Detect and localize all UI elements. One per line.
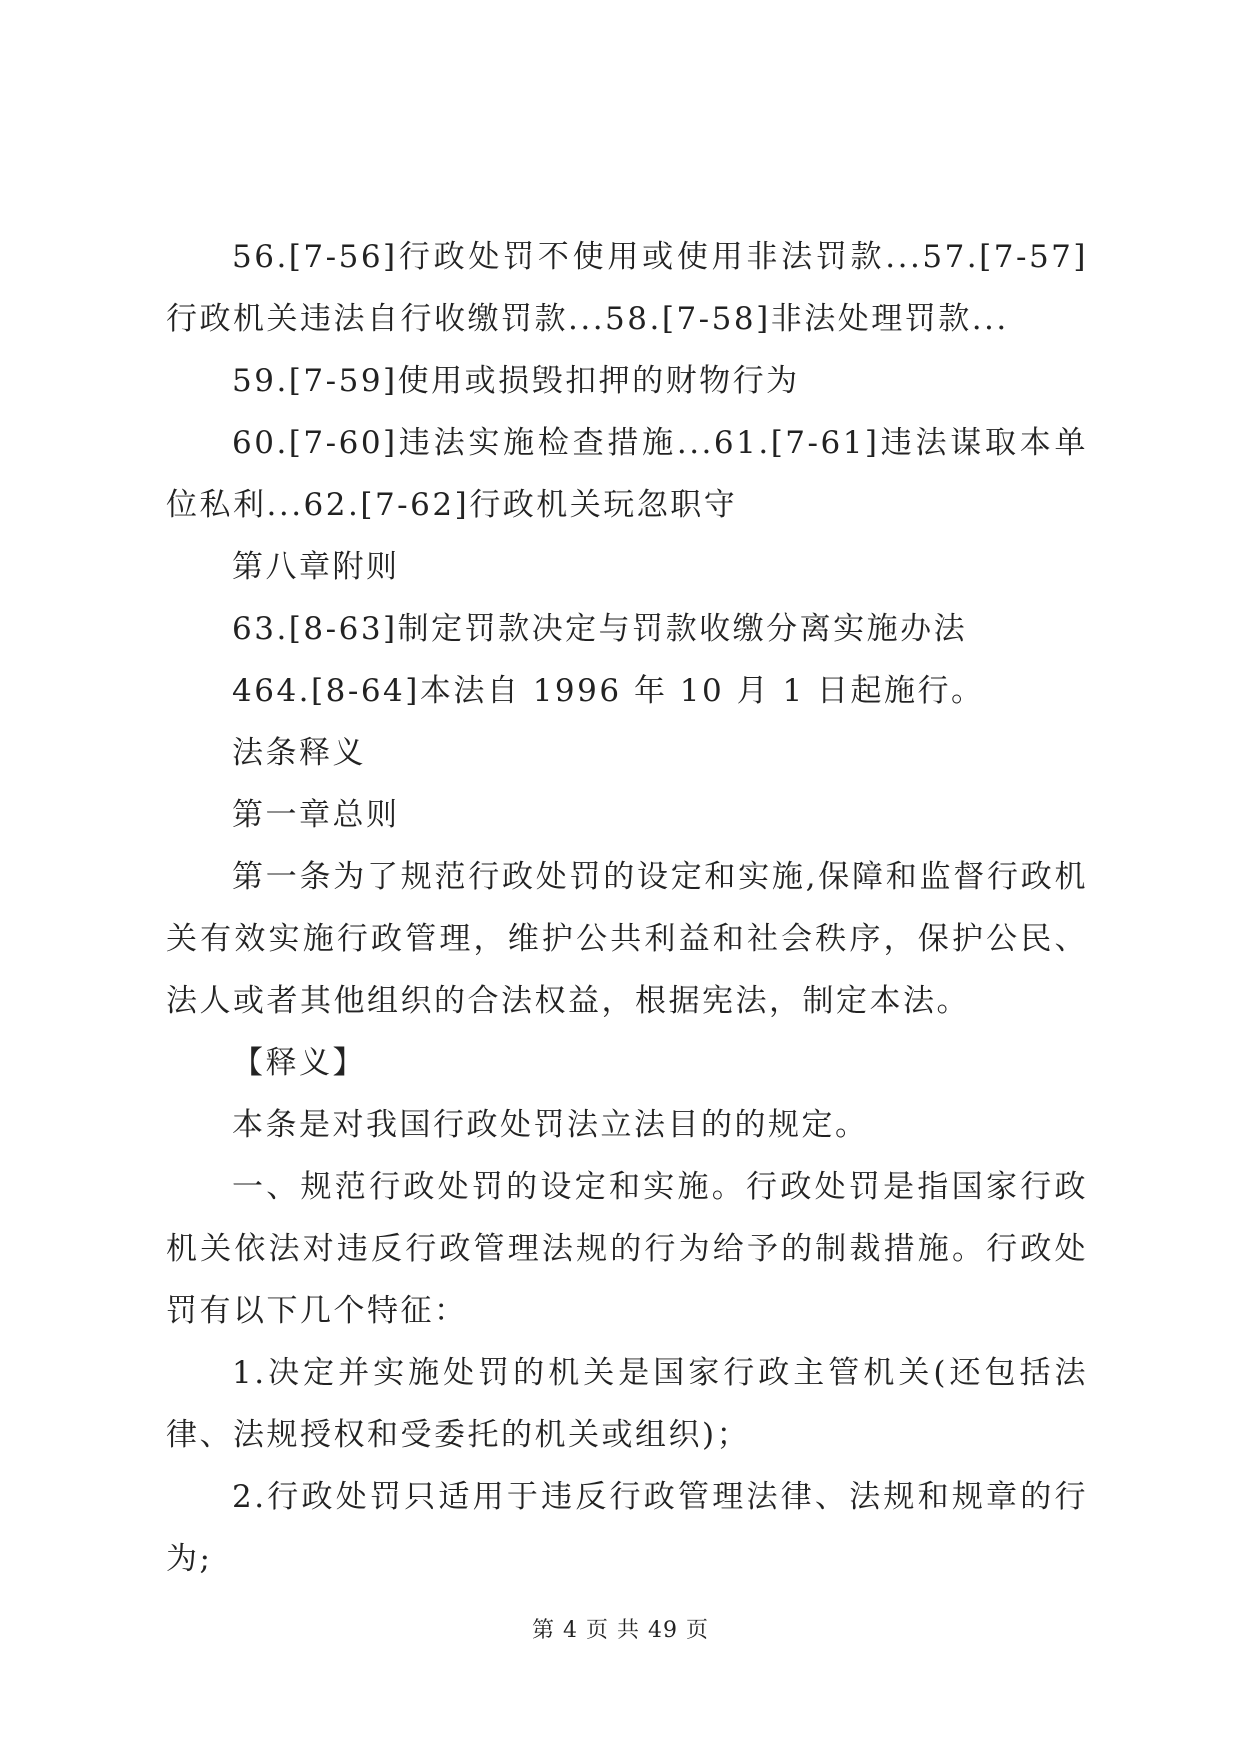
chapter-heading: 第八章附则 [232, 549, 400, 585]
paragraph-2: 59.[7-59]使用或损毁扣押的财物行为 [232, 363, 800, 399]
paragraph-6: 464.[8-64]本法自 1996 年 10 月 1 日起施行。 [232, 673, 985, 709]
paragraph-11: 本条是对我国行政处罚法立法目的的规定。 [232, 1107, 869, 1143]
article-one: 第一条为了规范行政处罚的设定和实施,保障和监督行政机关有效实施行政管理，维护公共利益和社会秩序，保护公民、法人或者其他组织的合法权益，根据宪法，制定本法。 [166, 859, 1088, 1019]
list-item-2: 2.行政处罚只适用于违反行政管理法律、法规和规章的行为; [166, 1479, 1088, 1577]
section-heading: 法条释义 [232, 735, 366, 771]
document-body [166, 226, 1088, 1590]
paragraph-12: 一、规范行政处罚的设定和实施。行政处罚是指国家行政机关依法对违反行政管理法规的行为给予的制裁措施。行政处罚有以下几个特征： [166, 1169, 1088, 1329]
page-footer: 第 4 页 共 49 页 [532, 1618, 709, 1643]
paragraph-3: 60.[7-60]违法实施检查措施...61.[7-61]违法谋取本单位私利...62.[7-62]行政机关玩忽职守 [166, 425, 1088, 523]
chapter-one-heading: 第一章总则 [232, 797, 400, 833]
paragraph-5: 63.[8-63]制定罚款决定与罚款收缴分离实施办法 [232, 611, 968, 647]
paragraph-1: 56.[7-56]行政处罚不使用或使用非法罚款...57.[7-57]行政机关违法自行收缴罚款...58.[7-58]非法处理罚款... [166, 239, 1088, 337]
interpretation-label: 【释义】 [232, 1045, 366, 1081]
list-item-1: 1.决定并实施处罚的机关是国家行政主管机关(还包括法律、法规授权和受委托的机关或组织)； [166, 1355, 1088, 1453]
